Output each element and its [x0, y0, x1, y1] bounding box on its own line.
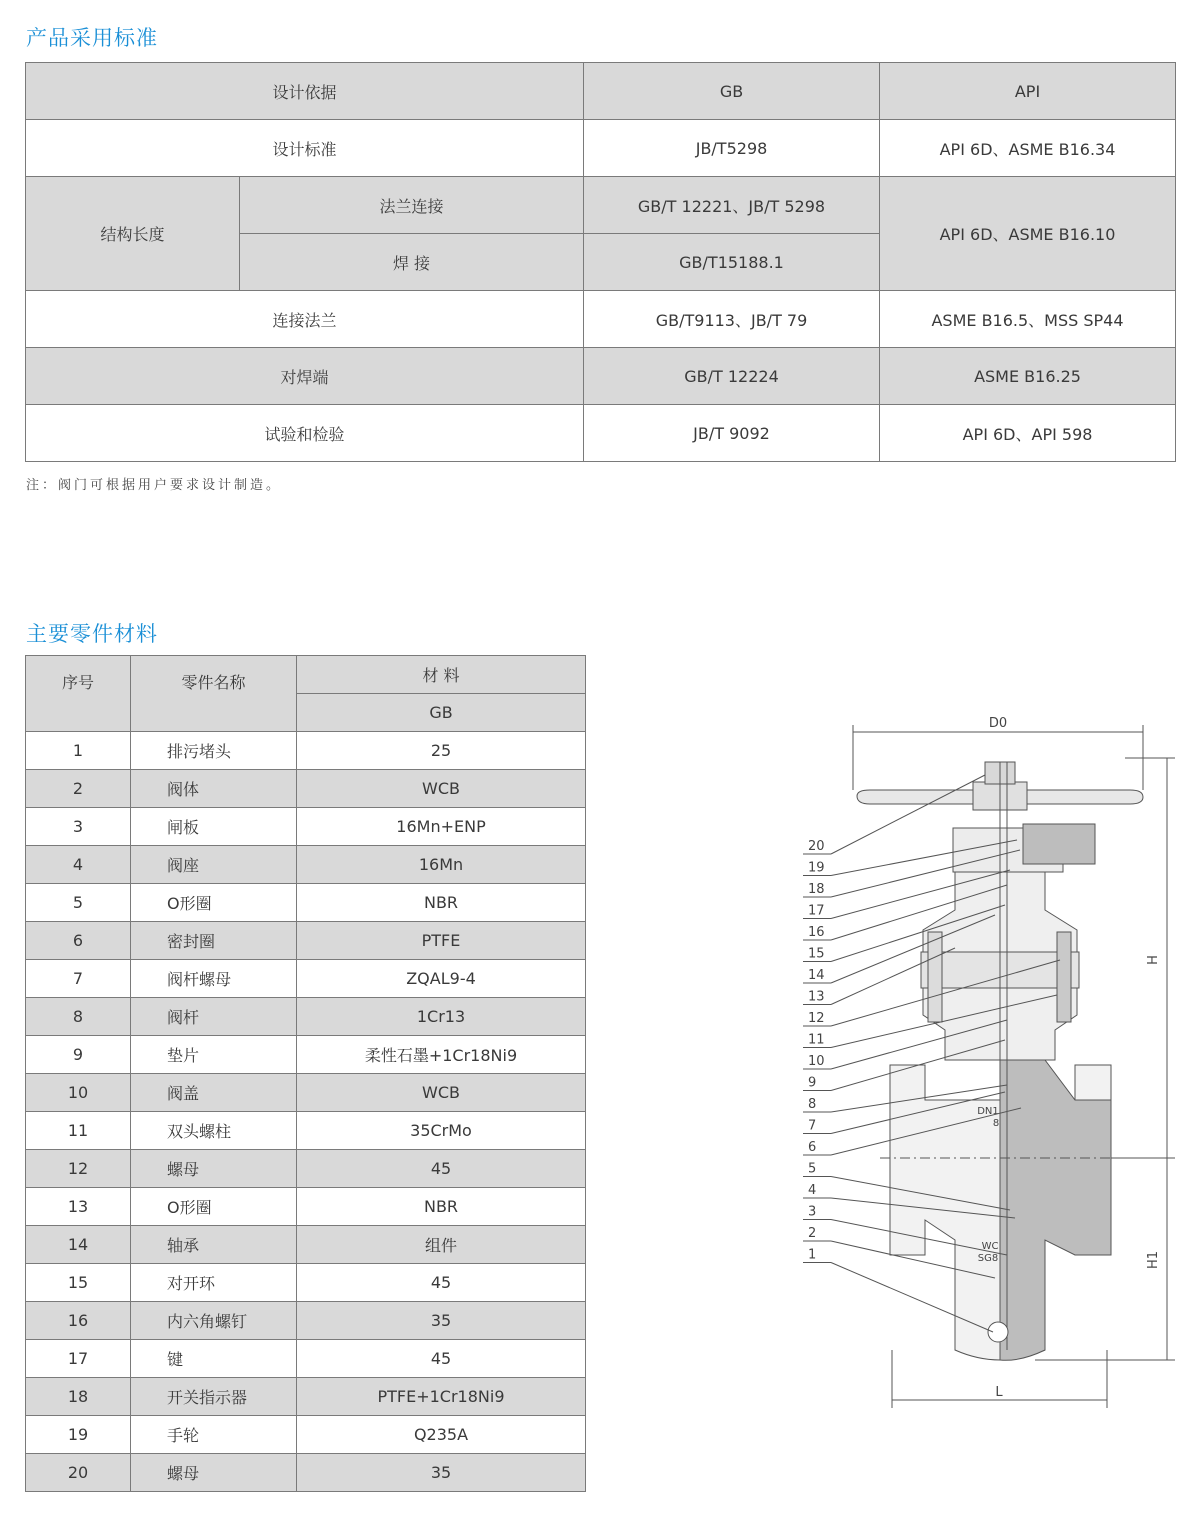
part-material: 1Cr13 [297, 998, 586, 1036]
materials-table [25, 655, 586, 1492]
callout-number: 14 [808, 968, 825, 983]
callout-number: 4 [808, 1183, 817, 1198]
part-number: 11 [26, 1112, 131, 1150]
header-material: 材 料 [297, 656, 586, 694]
header-gb: GB [297, 694, 586, 732]
sub-row-label: 焊 接 [240, 234, 584, 291]
part-name: 阀杆螺母 [131, 960, 297, 998]
part-number: 13 [26, 1188, 131, 1226]
part-number: 16 [26, 1302, 131, 1340]
row-label: 连接法兰 [26, 291, 584, 348]
callout-number: 9 [808, 1075, 817, 1091]
part-number: 19 [26, 1416, 131, 1454]
gb-value: JB/T 9092 [584, 405, 880, 462]
part-name: 对开环 [131, 1264, 297, 1302]
sub-row-label: 法兰连接 [240, 177, 584, 234]
table-note: 注：阀门可根据用户要求设计制造。 [26, 478, 283, 493]
part-material: 45 [297, 1340, 586, 1378]
gb-value: GB/T15188.1 [584, 234, 880, 291]
part-name: 螺母 [131, 1150, 297, 1188]
row-label: 结构长度 [26, 177, 240, 291]
table-row [26, 177, 1176, 234]
body-mark-wc: WC [981, 1241, 999, 1252]
standards-section-title: 产品采用标准 [26, 26, 158, 50]
table-row [26, 922, 586, 960]
table-row [26, 998, 586, 1036]
api-value: ASME B16.25 [880, 348, 1176, 405]
gb-value: JB/T5298 [584, 120, 880, 177]
callout-number: 8 [808, 1097, 817, 1112]
table-row [26, 960, 586, 998]
table-row [26, 884, 586, 922]
part-material: 35CrMo [297, 1112, 586, 1150]
part-name: O形圈 [131, 884, 297, 922]
table-row [26, 1188, 586, 1226]
table-row [26, 1340, 586, 1378]
part-name: 轴承 [131, 1226, 297, 1264]
part-name: 闸板 [131, 808, 297, 846]
callout-number: 15 [808, 946, 825, 962]
part-name: 排污堵头 [131, 732, 297, 770]
gb-value: GB/T 12221、JB/T 5298 [584, 177, 880, 234]
part-name: 螺母 [131, 1454, 297, 1492]
part-material: NBR [297, 884, 586, 922]
table-row [26, 1074, 586, 1112]
part-number: 10 [26, 1074, 131, 1112]
header-part-name: 零件名称 [131, 656, 297, 732]
table-row [26, 1378, 586, 1416]
header-api: API [880, 63, 1176, 120]
table-header-row [26, 63, 1176, 120]
table-row [26, 1302, 586, 1340]
part-material: 45 [297, 1150, 586, 1188]
part-number: 4 [26, 846, 131, 884]
dim-h-label: H [1146, 955, 1161, 965]
part-material: NBR [297, 1188, 586, 1226]
callout-number: 16 [808, 925, 825, 940]
header-no: 序号 [26, 656, 131, 732]
part-material: PTFE [297, 922, 586, 960]
part-name: 开关指示器 [131, 1378, 297, 1416]
materials-section-title: 主要零件材料 [26, 622, 158, 646]
table-row [26, 120, 1176, 177]
part-material: WCB [297, 1074, 586, 1112]
part-material: 35 [297, 1454, 586, 1492]
part-name: 阀体 [131, 770, 297, 808]
callout-number: 7 [808, 1118, 817, 1134]
table-row [26, 1036, 586, 1074]
table-row [26, 1416, 586, 1454]
part-number: 18 [26, 1378, 131, 1416]
part-number: 17 [26, 1340, 131, 1378]
part-name: 手轮 [131, 1416, 297, 1454]
part-name: 垫片 [131, 1036, 297, 1074]
part-material: 35 [297, 1302, 586, 1340]
callout-number: 12 [808, 1011, 825, 1026]
callout-number: 17 [808, 903, 825, 919]
callout-number: 1 [808, 1247, 817, 1263]
part-name: 阀杆 [131, 998, 297, 1036]
body-mark-dn: DN1 [977, 1106, 999, 1117]
row-label: 设计标准 [26, 120, 584, 177]
api-value: API 6D、ASME B16.10 [880, 177, 1176, 291]
dim-l-label: L [995, 1385, 1003, 1400]
row-label: 对焊端 [26, 348, 584, 405]
part-name: 阀盖 [131, 1074, 297, 1112]
part-number: 15 [26, 1264, 131, 1302]
header-gb: GB [584, 63, 880, 120]
part-number: 9 [26, 1036, 131, 1074]
callout-number: 11 [808, 1032, 825, 1048]
part-material: 45 [297, 1264, 586, 1302]
part-number: 12 [26, 1150, 131, 1188]
part-name: 双头螺柱 [131, 1112, 297, 1150]
part-material: WCB [297, 770, 586, 808]
table-row [26, 1264, 586, 1302]
table-row [26, 1454, 586, 1492]
part-number: 5 [26, 884, 131, 922]
part-name: O形圈 [131, 1188, 297, 1226]
table-row [26, 291, 1176, 348]
part-number: 3 [26, 808, 131, 846]
callout-number: 20 [808, 839, 825, 854]
part-material: ZQAL9-4 [297, 960, 586, 998]
dim-d0-label: D0 [988, 716, 1008, 731]
part-material: 16Mn [297, 846, 586, 884]
part-name: 密封圈 [131, 922, 297, 960]
part-material: 16Mn+ENP [297, 808, 586, 846]
api-value: API 6D、ASME B16.34 [880, 120, 1176, 177]
table-row [26, 770, 586, 808]
part-material: Q235A [297, 1416, 586, 1454]
part-name: 内六角螺钉 [131, 1302, 297, 1340]
table-row [26, 1226, 586, 1264]
part-material: PTFE+1Cr18Ni9 [297, 1378, 586, 1416]
table-row [26, 732, 586, 770]
table-row [26, 1150, 586, 1188]
part-number: 20 [26, 1454, 131, 1492]
table-header-row [26, 656, 586, 694]
part-material: 柔性石墨+1Cr18Ni9 [297, 1036, 586, 1074]
callout-number: 10 [808, 1054, 825, 1069]
api-value: API 6D、API 598 [880, 405, 1176, 462]
table-row [26, 808, 586, 846]
callout-number: 19 [808, 860, 825, 876]
callout-number: 6 [808, 1140, 817, 1155]
table-row [26, 405, 1176, 462]
part-number: 8 [26, 998, 131, 1036]
part-number: 1 [26, 732, 131, 770]
gate-valve-drawing [795, 700, 1185, 1420]
callout-number: 18 [808, 882, 825, 897]
part-number: 2 [26, 770, 131, 808]
standards-table [25, 62, 1176, 462]
table-row [26, 348, 1176, 405]
gb-value: GB/T 12224 [584, 348, 880, 405]
part-number: 14 [26, 1226, 131, 1264]
part-number: 6 [26, 922, 131, 960]
api-value: ASME B16.5、MSS SP44 [880, 291, 1176, 348]
callout-number: 2 [808, 1226, 817, 1241]
dim-h1-label: H1 [1146, 1250, 1161, 1270]
part-name: 阀座 [131, 846, 297, 884]
part-material: 组件 [297, 1226, 586, 1264]
table-row [26, 846, 586, 884]
header-design-basis: 设计依据 [26, 63, 584, 120]
callout-number: 13 [808, 989, 825, 1005]
part-number: 7 [26, 960, 131, 998]
callout-number: 5 [808, 1161, 817, 1177]
part-material: 25 [297, 732, 586, 770]
part-name: 键 [131, 1340, 297, 1378]
callout-number: 3 [808, 1204, 817, 1220]
body-mark-sg: SG8 [977, 1253, 999, 1264]
row-label: 试验和检验 [26, 405, 584, 462]
gb-value: GB/T9113、JB/T 79 [584, 291, 880, 348]
body-mark-dn-size: 8 [992, 1118, 1000, 1129]
table-row [26, 1112, 586, 1150]
